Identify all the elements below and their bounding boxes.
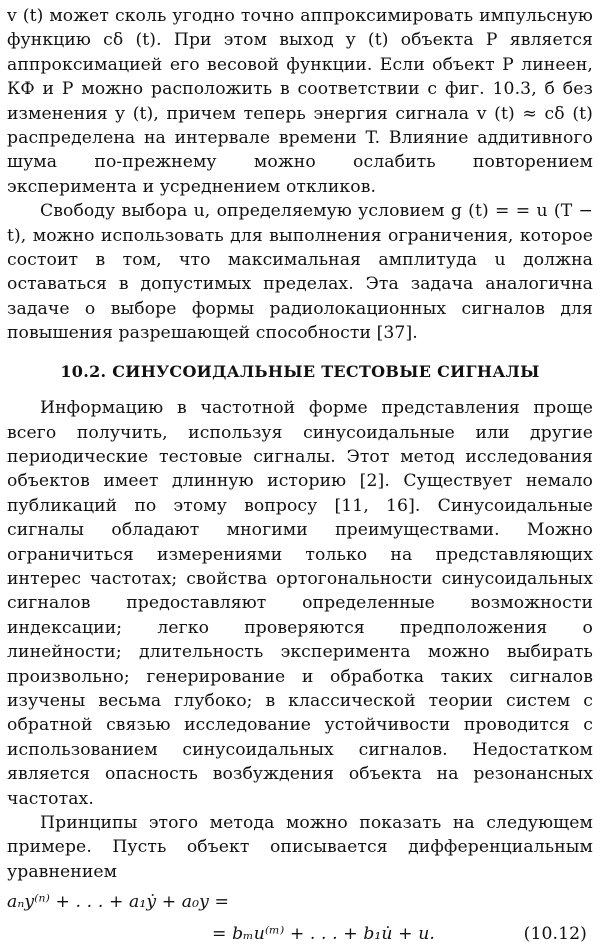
paragraph-text: v (t) может сколь угодно точно аппроксимировать импульсную функцию cδ (t). При этом выход y (t) объекта P является аппроксимацией его весовой функции. Если объект P линеен, КФ и P можно расположить в соответствии с фиг. 10.3, б без изменения y (t), причем теперь энергия сигнала v (t) ≈ cδ (t) распределена на интервале времени T. Влияние аддитивного шума по-прежнему можно ослабить повторением эксперимента и усреднением откликов. [7,6,593,197]
paragraph-2 [7,199,593,345]
paragraph-4 [7,811,593,884]
equation-number: (10.12) [523,924,587,945]
page-content [7,4,593,952]
paragraph-text: Информацию в частотной форме представления проще всего получить, используя синусоидальные или другие периодические тестовые сигналы. Этот метод исследования объектов имеет длинную историю [2]. Существует немало публикаций по этому вопросу [11, 16]. Синусоидальные сигналы обладают многими преимуществами. Можно ограничиться измерениями только на представляющих интерес частотах; свойства ортогональности синусоидальных сигналов предоставляют определенные возможности индексации; легко проверяются предположения о линейности; длительность эксперимента можно выбирать произвольно; генерирование и обработка таких сигналов изучены весьма глубоко; в классической теории систем с обратной связью исследование устойчивости проводится с использованием синусоидальных сигналов. Недостатком является опасность возбуждения объекта на резонансных частотах. [7,398,593,809]
section-heading: 10.2. СИНУСОИДАЛЬНЫЕ ТЕСТОВЫЕ СИГНАЛЫ [60,361,540,381]
paragraph-3 [7,396,593,811]
paragraph-text: Принципы этого метода можно показать на следующем примере. Пусть объект описывается дифференциальным уравнением [7,813,593,882]
equation-line-1: aₙy⁽ⁿ⁾ + . . . + a₁ẏ + a₀y = [7,892,229,913]
equation-line-2: = bₘu⁽ᵐ⁾ + . . . + b₁u̇ + u. [212,924,435,945]
paragraph-1 [7,4,593,199]
equation-10-12 [7,890,593,952]
paragraph-text: Свободу выбора u, определяемую условием g (t) = = u (T − t), можно использовать для выполнения ограничения, которое состоит в том, что максимальная амплитуда u должна оставаться в допустимых пределах. Эта задача аналогична задаче о выборе формы радиолокационных сигналов для повышения разрешающей способности [37]. [7,201,593,344]
